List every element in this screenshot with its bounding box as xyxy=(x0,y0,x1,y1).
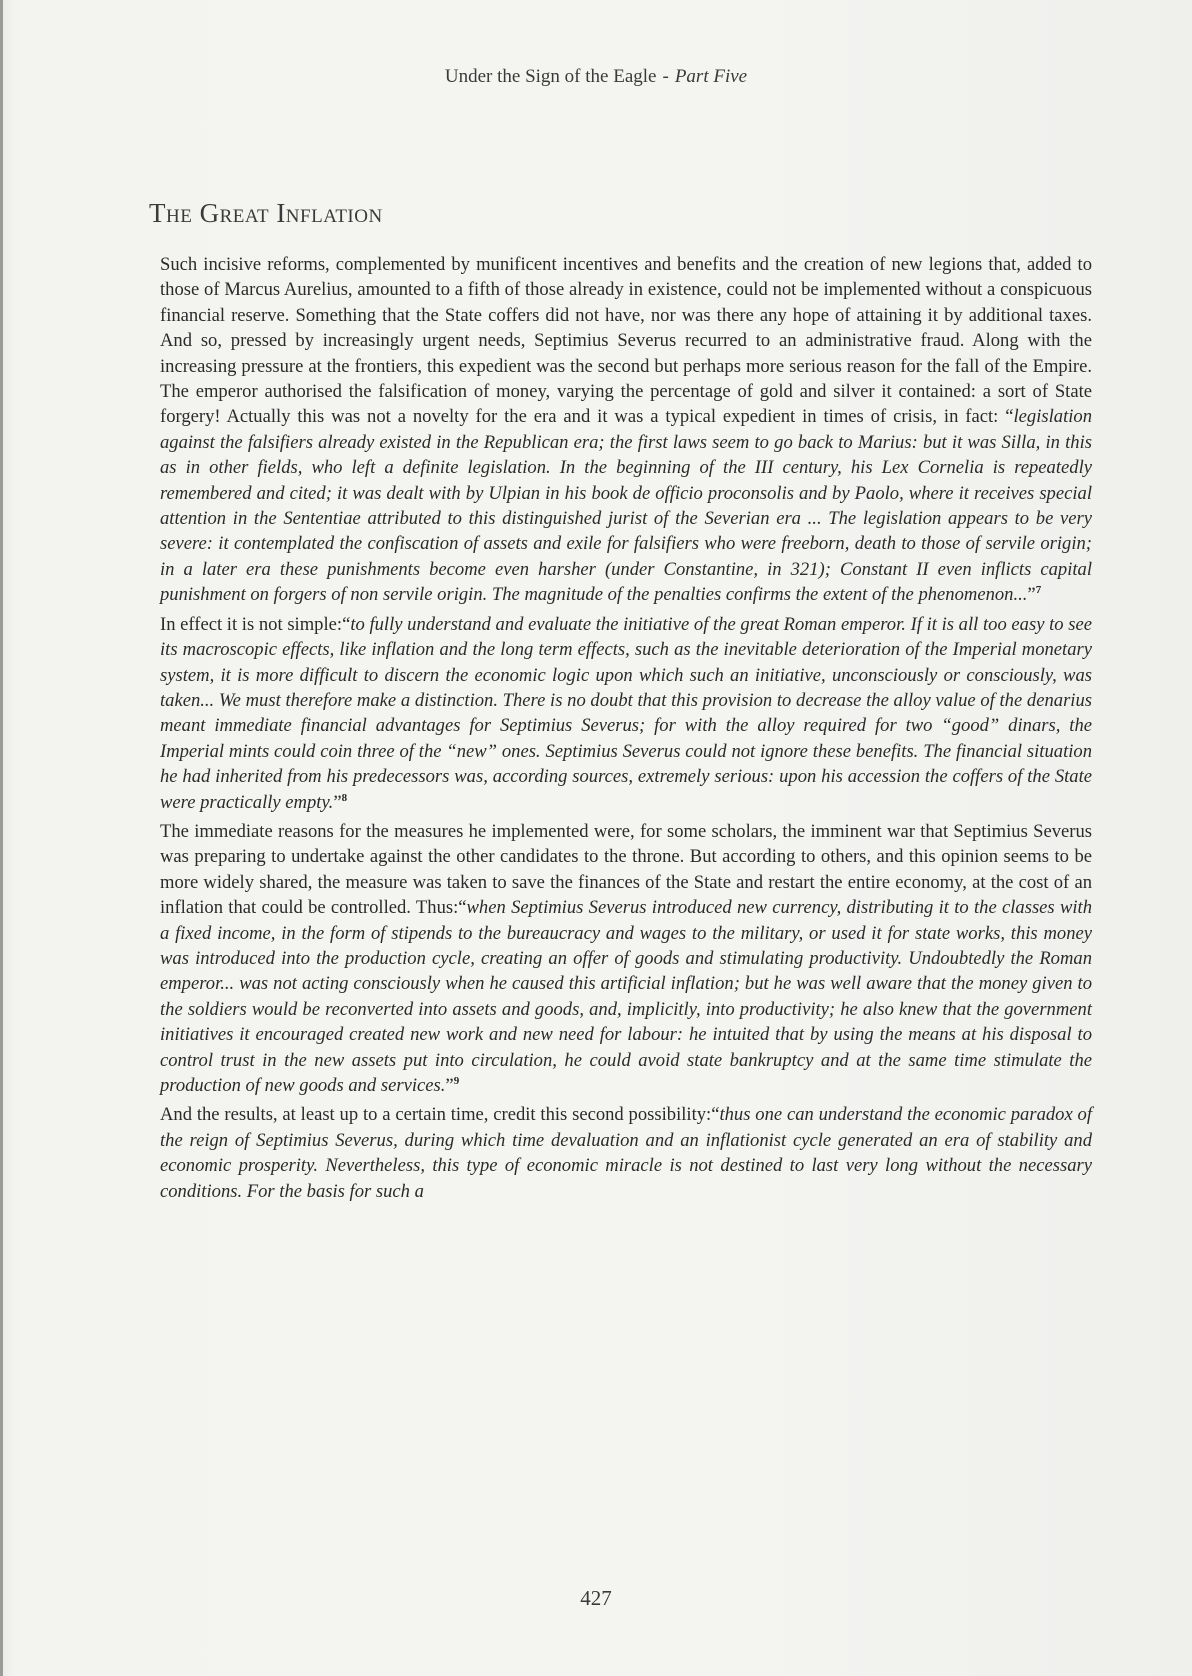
book-title: Under the Sign of the Eagle xyxy=(444,66,657,87)
quote-close: ” xyxy=(445,1075,454,1096)
page-number: 427 xyxy=(580,1586,612,1610)
body-text xyxy=(160,252,1092,1208)
paragraph-text: Such incisive reforms, complemented by munificent incentives and benefits and the creation of new legions that, added to those of Marcus Aurelius, amounted to a fifth of those already in existence, could not be implemented without a conspicuous financial reserve. Something that the State coffers did not have, nor was there any hope of attaining it by additional taxes. And so, pressed by increasingly urgent needs, Septimius Severus recurred to an administrative fraud. Along with the increasing pressure at the frontiers, this expedient was the second but perhaps more serious reason for the fall of the Empire. The emperor authorised the falsification of money, varying the percentage of gold and silver it contained: a sort of State forgery! Actually this was not a novelty for the era and it was a typical expedient in times of crisis, in fact: “ xyxy=(160,254,1092,428)
paragraph-text: And the results, at least up to a certain time, credit this second possibility:“ xyxy=(160,1104,720,1126)
paragraph xyxy=(160,252,1092,608)
paragraph-text: The immediate reasons for the measures he implemented were, for some scholars, the imminent war that Septimius Severus was preparing to undertake against the other candidates to the throne. But according to others, and this opinion seems to be more widely shared, the measure was taken to save the finances of the State and restart the entire economy, at the cost of an inflation that could be controlled. Thus:“ xyxy=(160,820,1092,919)
paragraph xyxy=(160,1102,1092,1204)
page-binding-edge xyxy=(0,0,3,1676)
footnote-ref: 7 xyxy=(1035,584,1042,597)
footnote-ref: 9 xyxy=(453,1074,460,1087)
quotation: to fully understand and evaluate the initiative of the great Roman emperor. If it is all too easy to see its macroscopic effects, like inflation and the long term effects, such as the inevitable deterioration of the Imperial monetary system, it is more difficult to discern the economic logic upon which such an initiative, unconsciously or consciously, was taken... We must therefore make a distinction. There is no doubt that this provision to decrease the alloy value of the denarius meant immediate financial advantages for Septimius Severus; for with the alloy required for two “good” dinars, the Imperial mints could coin three of the “new” ones. Septimius Severus could not ignore these benefits. The financial situation he had inherited from his predecessors was, according sources, extremely serious: upon his accession the coffers of the State were practically empty. xyxy=(160,613,1093,813)
part-label: Part Five xyxy=(674,66,748,87)
running-header xyxy=(0,66,1192,88)
paragraph-text: In effect it is not simple:“ xyxy=(160,613,351,635)
quote-close: ” xyxy=(333,791,342,813)
paragraph xyxy=(160,612,1092,815)
quote-close: ” xyxy=(1027,584,1036,606)
quotation: when Septimius Severus introduced new currency, distributing it to the classes with a fixed income, in the form of stipends to the bureaucracy and wages to the military, or used it for state works, this money was introduced into the production cycle, creating an offer of goods and stimulating productivity. Undoubtedly the Roman emperor... was not acting consciously when he caused this artificial inflation; but he was well aware that the money given to the soldiers would be reconverted into assets and goods, and, implicitly, into productivity; he also knew that the government initiatives it encouraged created new work and new need for labour: he intuited that by using the means at his disposal to control trust in the new assets put into circulation, he could avoid state bankruptcy and at the same time stimulate the production of new goods and services. xyxy=(160,897,1092,1096)
header-separator: - xyxy=(662,66,669,87)
paragraph xyxy=(160,819,1092,1098)
footnote-ref: 8 xyxy=(341,791,348,804)
quotation: legislation against the falsifiers already existed in the Republican era; the first laws seem to go back to Marius: but it was Silla, in this as in other fields, who left a definite legislation. In the beginning of the III century, his Lex Cornelia is repeatedly remembered and cited; it was dealt with by Ulpian in his book de officio proconsolis and by Paolo, where it receives special attention in the Sententiae attributed to this distinguished jurist of the Severian era ... The legislation appears to be very severe: it contemplated the confiscation of assets and exile for falsifiers who were freeborn, death to those of servile origin; in a later era these punishments become even harsher (under Constantine, in 321); Constant II even inflicts capital punishment on forgers of non servile origin. The magnitude of the penalties confirms the extent of the phenomenon... xyxy=(160,406,1092,606)
quotation: thus one can understand the economic paradox of the reign of Septimius Severus, during which time devaluation and an inflationist cycle generated an era of stability and economic prosperity. Nevertheless, this type of economic miracle is not destined to last very long without the necessary conditions. For the basis for such a xyxy=(160,1104,1092,1202)
section-title: The Great Inflation xyxy=(149,198,383,228)
